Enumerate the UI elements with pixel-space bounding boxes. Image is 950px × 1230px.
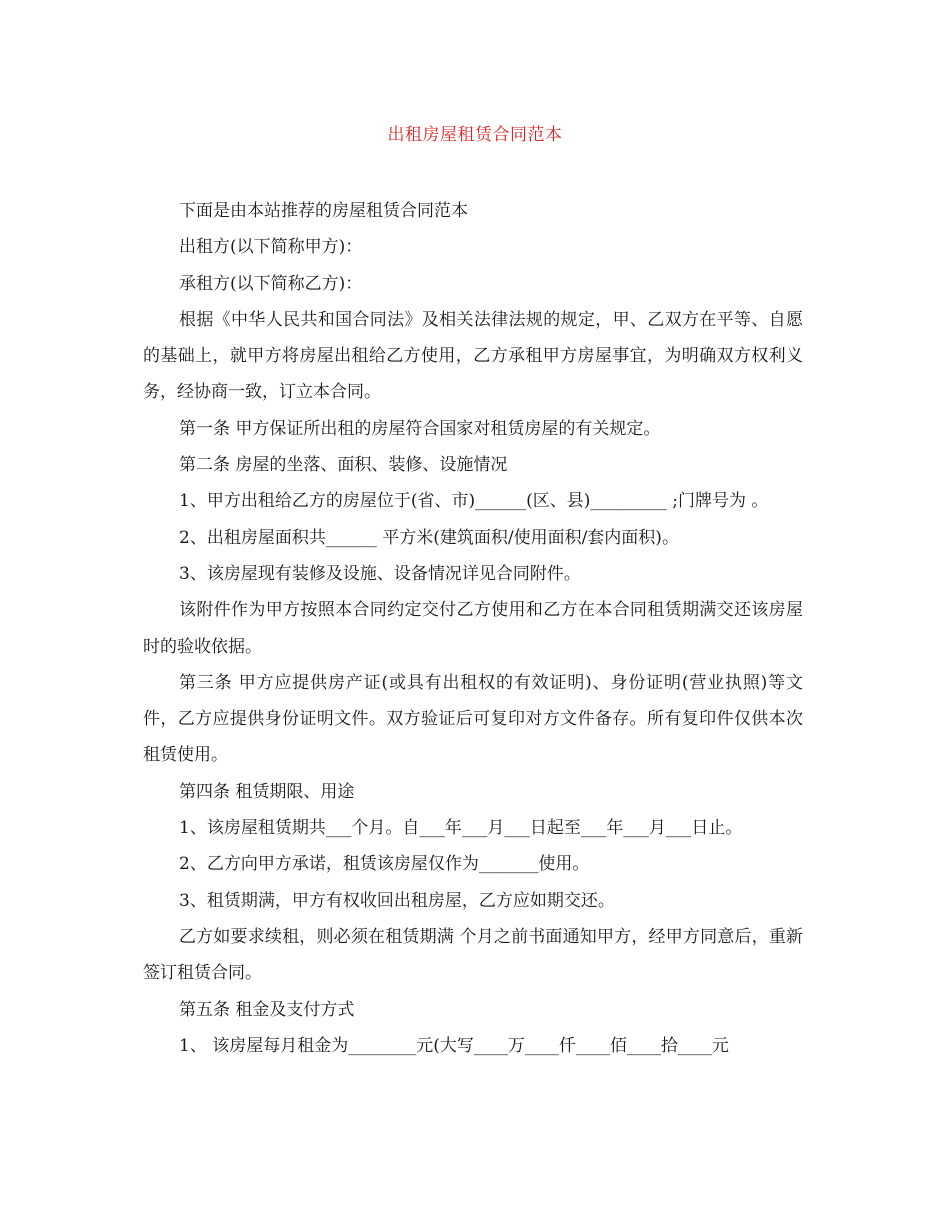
document-body (143, 193, 803, 1064)
paragraph-article-2-item-3: 3、该房屋现有装修及设施、设备情况详见合同附件。 (179, 563, 581, 584)
paragraph-article-1: 第一条 甲方保证所出租的房屋符合国家对租赁房屋的有关规定。 (179, 418, 661, 439)
document-title: 出租房屋租赁合同范本 (387, 125, 563, 145)
paragraph-article-4-item-2: 2、乙方向甲方承诺，租赁该房屋仅作为_______使用。 (179, 854, 590, 875)
paragraph-lessor: 出租方(以下简称甲方)： (179, 237, 363, 258)
paragraph-article-4-item-1: 1、该房屋租赁期共___个月。自___年___月___日起至___年___月___日止。 (179, 818, 743, 839)
paragraph-article-4-heading: 第四条 租赁期限、用途 (179, 781, 355, 802)
paragraph-article-4-item-3: 3、租赁期满，甲方有权收回出租房屋，乙方应如期交还。 (179, 890, 615, 911)
paragraph-preamble: 根据《中华人民共和国合同法》及相关法律法规的规定，甲、乙双方在平等、自愿的基础上，就甲方将房屋出租给乙方使用，乙方承租甲方房屋事宜，为明确双方权利义务，经协商一致，订立本合同。 (143, 309, 803, 403)
paragraph-article-3: 第三条 甲方应提供房产证(或具有出租权的有效证明)、身份证明(营业执照)等文件，乙方应提供身份证明文件。双方验证后可复印对方文件备存。所有复印件仅供本次租赁使用。 (143, 672, 803, 766)
paragraph-intro: 下面是由本站推荐的房屋租赁合同范本 (179, 201, 468, 221)
paragraph-article-2-heading: 第二条 房屋的坐落、面积、装修、设施情况 (179, 455, 508, 476)
paragraph-article-2-item-1: 1、甲方出租给乙方的房屋位于(省、市)______(区、县)_________ ;门牌号为 。 (179, 491, 769, 512)
paragraph-article-5-heading: 第五条 租金及支付方式 (179, 999, 355, 1020)
paragraph-renewal-note: 乙方如要求续租，则必须在租赁期满 个月之前书面通知甲方，经甲方同意后，重新签订租赁合同。 (143, 926, 803, 984)
paragraph-article-2-item-2: 2、出租房屋面积共______ 平方米(建筑面积/使用面积/套内面积)。 (179, 527, 679, 548)
paragraph-article-5-item-1: 1、 该房屋每月租金为________元(大写____万____仟____佰____拾____元 (179, 1035, 729, 1056)
paragraph-attachment-note: 该附件作为甲方按照本合同约定交付乙方使用和乙方在本合同租赁期满交还该房屋时的验收依据。 (143, 600, 803, 657)
paragraph-lessee: 承租方(以下简称乙方)： (179, 273, 363, 294)
